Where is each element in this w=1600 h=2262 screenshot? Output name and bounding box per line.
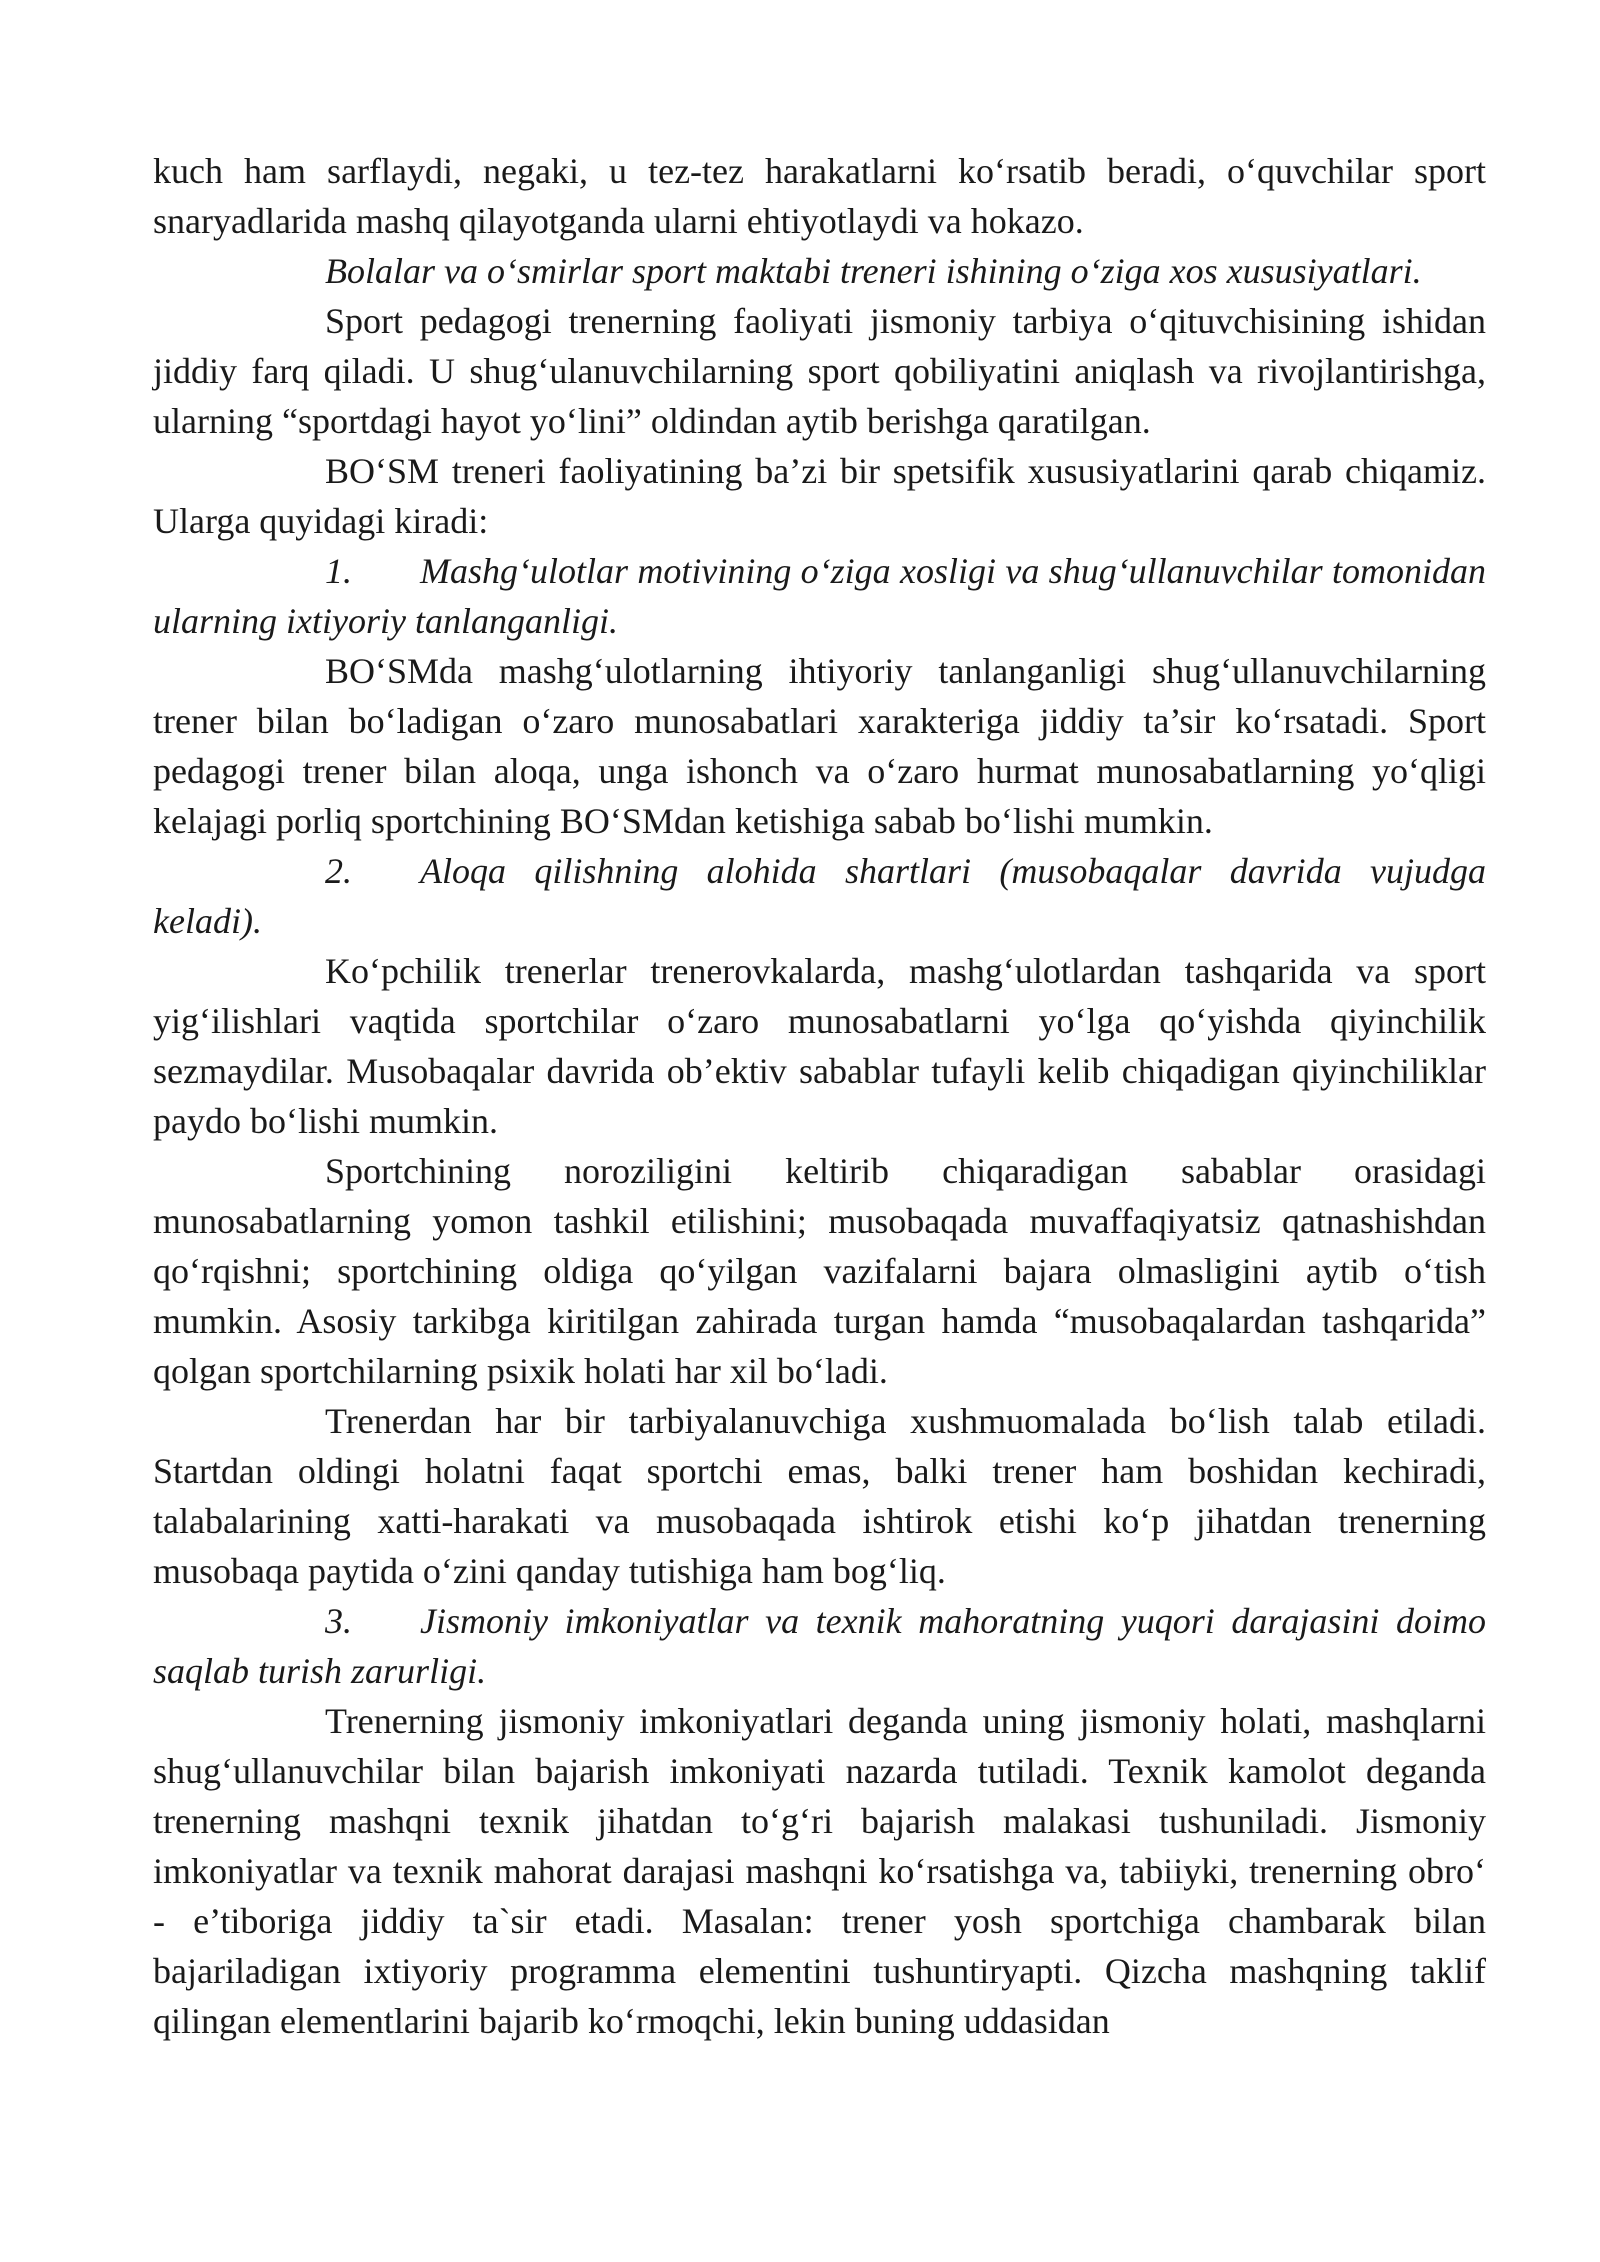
numbered-heading-text: Aloqa qilishning alohida shartlari (musobaqalar davrida vujudga keladi). (153, 851, 1486, 941)
numbered-heading (153, 546, 1486, 646)
document-page (153, 146, 1486, 2046)
numbered-heading-text: Mashg‘ulotlar motivining o‘ziga xosligi va shug‘ullanuvchilar tomonidan ularning ixtiyoriy tanlanganligi. (153, 551, 1486, 641)
paragraph-continuation: kuch ham sarflaydi, negaki, u tez-tez harakatlarni ko‘rsatib beradi, o‘quvchilar sport snaryadlarida mashq qilayotganda ularni ehtiyotlaydi va hokazo. (153, 151, 1486, 241)
paragraph: BO‘SMda mashg‘ulotlarning ihtiyoriy tanlanganligi shug‘ullanuvchilarning trener bilan bo‘ladigan o‘zaro munosabatlari xarakteriga jiddiy ta’sir ko‘rsatadi. Sport pedagogi trener bilan aloqa, unga ishonch va o‘zaro hurmat munosabatlarning yo‘qligi kelajagi porliq sportchining BO‘SMdan ketishiga sabab bo‘lishi mumkin. (153, 651, 1486, 841)
paragraph: Sportchining noroziligini keltirib chiqaradigan sabablar orasidagi munosabatlarning yomon tashkil etilishini; musobaqada muvaffaqiyatsiz qatnashishdan qo‘rqishni; sportchining oldiga qo‘yilgan vazifalarni bajara olmasligini aytib o‘tish mumkin. Asosiy tarkibga kiritilgan zahirada turgan hamda “musobaqalardan tashqarida” qolgan sportchilarning psixik holati har xil bo‘ladi. (153, 1151, 1486, 1391)
section-heading: Bolalar va o‘smirlar sport maktabi treneri ishining o‘ziga xos xususiyatlari. (325, 251, 1422, 291)
paragraph: Trenerning jismoniy imkoniyatlari deganda uning jismoniy holati, mashqlarni shug‘ullanuvchilar bilan bajarish imkoniyati nazarda tutiladi. Texnik kamolot deganda trenerning mashqni texnik jihatdan to‘g‘ri bajarish malakasi tushuniladi. Jismoniy imkoniyatlar va texnik mahorat darajasi mashqni ko‘rsatishga va, tabiiyki, trenerning obro‘ - e’tiboriga jiddiy ta`sir etadi. Masalan: trener yosh sportchiga chambarak bilan bajariladigan ixtiyoriy programma elementini tushuntiryapti. Qizcha mashqning taklif qilingan elementlarini bajarib ko‘rmoqchi, lekin buning uddasidan (153, 1701, 1486, 2041)
list-number: 1. (325, 551, 352, 591)
list-number: 2. (325, 851, 352, 891)
paragraph: Ko‘pchilik trenerlar trenerovkalarda, mashg‘ulotlardan tashqarida va sport yig‘ilishlari vaqtida sportchilar o‘zaro munosabatlarni yo‘lga qo‘yishda qiyinchilik sezmaydilar. Musobaqalar davrida ob’ektiv sabablar tufayli kelib chiqadigan qiyinchiliklar paydo bo‘lishi mumkin. (153, 951, 1486, 1141)
paragraph: Trenerdan har bir tarbiyalanuvchiga xushmuomalada bo‘lish talab etiladi. Startdan oldingi holatni faqat sportchi emas, balki trener ham boshidan kechiradi, talabalarining xatti-harakati va musobaqada ishtirok etishi ko‘p jihatdan trenerning musobaqa paytida o‘zini qanday tutishiga ham bog‘liq. (153, 1401, 1486, 1591)
numbered-heading (153, 846, 1486, 946)
paragraph: Sport pedagogi trenerning faoliyati jismoniy tarbiya o‘qituvchisining ishidan jiddiy farq qiladi. U shug‘ulanuvchilarning sport qobiliyatini aniqlash va rivojlantirishga, ularning “sportdagi hayot yo‘lini” oldindan aytib berishga qaratilgan. (153, 301, 1486, 441)
numbered-heading (153, 1596, 1486, 1696)
paragraph: BO‘SM treneri faoliyatining ba’zi bir spetsifik xususiyatlarini qarab chiqamiz. Ularga quyidagi kiradi: (153, 451, 1486, 541)
numbered-heading-text: Jismoniy imkoniyatlar va texnik mahoratning yuqori darajasini doimo saqlab turish zarurligi. (153, 1601, 1486, 1691)
list-number: 3. (325, 1601, 352, 1641)
